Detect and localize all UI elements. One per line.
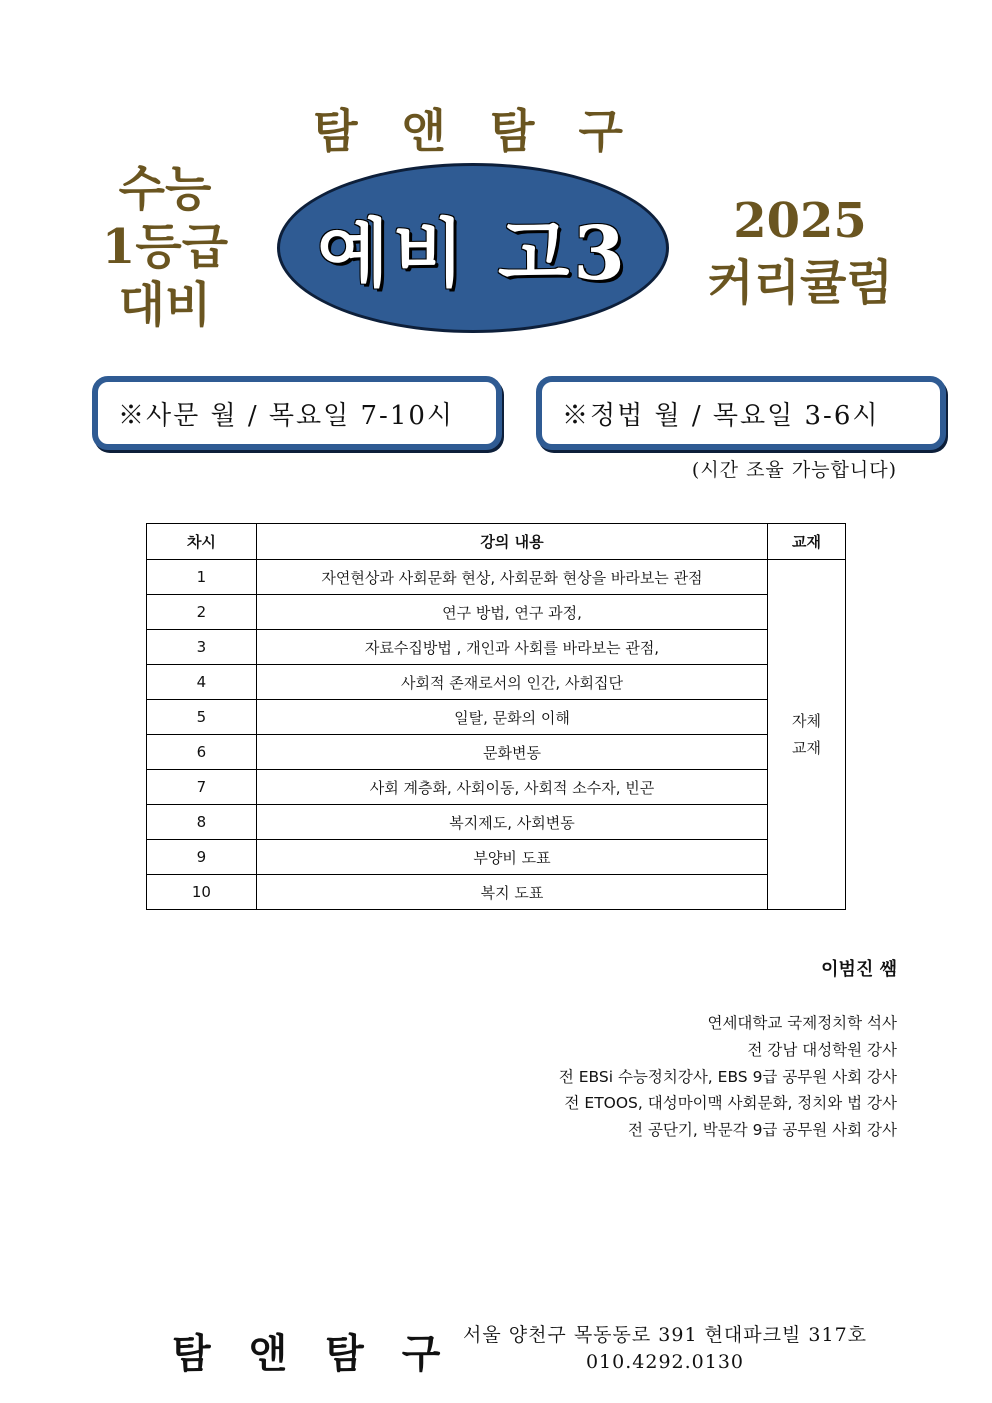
schedule-box-politics-law: [536, 376, 946, 450]
session-number: 5: [147, 700, 257, 735]
session-number: 8: [147, 805, 257, 840]
lecture-content: 자연현상과 사회문화 현상, 사회문화 현상을 바라보는 관점: [256, 560, 767, 595]
title-ellipse: [277, 163, 669, 333]
exam-target-label: [95, 160, 235, 334]
table-row: [147, 875, 846, 910]
footer-contact: [430, 1322, 900, 1376]
session-number: 1: [147, 560, 257, 595]
right-line-2: 커리큘럼: [707, 255, 893, 311]
left-line-2: 1등급: [101, 219, 229, 275]
textbook-line-1: 자체: [792, 711, 822, 730]
lecture-content: 자료수집방법 , 개인과 사회를 바라보는 관점,: [256, 630, 767, 665]
credential-line: 전 ETOOS, 대성마이맥 사회문화, 정치와 법 강사: [564, 1094, 897, 1113]
table-row: [147, 630, 846, 665]
table-row: [147, 735, 846, 770]
session-number: 6: [147, 735, 257, 770]
table-row: [147, 840, 846, 875]
footer-address: 서울 양천구 목동동로 391 현대파크빌 317호: [462, 1324, 868, 1346]
table-row: [147, 560, 846, 595]
lecture-content: 복지제도, 사회변동: [256, 805, 767, 840]
lecture-content: 복지 도표: [256, 875, 767, 910]
session-number: 4: [147, 665, 257, 700]
lecture-content: 부양비 도표: [256, 840, 767, 875]
schedule-text-2: ※정법 월 / 목요일 3-6시: [562, 400, 880, 431]
table-row: [147, 595, 846, 630]
right-line-1: 2025: [733, 193, 867, 249]
session-number: 2: [147, 595, 257, 630]
left-line-3: 대비: [118, 277, 212, 333]
teacher-credentials: [559, 1010, 897, 1144]
session-number: 9: [147, 840, 257, 875]
textbook-line-2: 교재: [792, 738, 822, 757]
header-brand: 탐 앤 탐 구: [313, 104, 637, 158]
footer-phone: 010.4292.0130: [585, 1351, 745, 1373]
left-line-1: 수능: [118, 161, 212, 217]
lecture-content: 사회적 존재로서의 인간, 사회집단: [256, 665, 767, 700]
credential-line: 전 EBSi 수능정치강사, EBS 9급 공무원 사회 강사: [558, 1067, 897, 1086]
table-row: [147, 700, 846, 735]
curriculum-year-label: [690, 190, 910, 314]
session-number: 7: [147, 770, 257, 805]
schedule-text-1: ※사문 월 / 목요일 7-10시: [118, 400, 455, 431]
textbook-cell: [768, 560, 846, 910]
table-header-row: [147, 524, 846, 560]
lecture-content: 문화변동: [256, 735, 767, 770]
session-number: 10: [147, 875, 257, 910]
credential-line: 전 강남 대성학원 강사: [747, 1040, 897, 1059]
footer-brand: 탐 앤 탐 구: [172, 1331, 453, 1377]
lecture-content: 사회 계층화, 사회이동, 사회적 소수자, 빈곤: [256, 770, 767, 805]
header-textbook: 교재: [768, 524, 846, 560]
page-title: 예비 고3: [317, 211, 629, 297]
header-session: 차시: [147, 524, 257, 560]
table-row: [147, 665, 846, 700]
curriculum-table: [146, 523, 846, 910]
credential-line: 전 공단기, 박문각 9급 공무원 사회 강사: [628, 1121, 897, 1140]
lecture-content: 일탈, 문화의 이해: [256, 700, 767, 735]
table-row: [147, 805, 846, 840]
schedule-box-social-culture: [92, 376, 502, 450]
header-content: 강의 내용: [256, 524, 767, 560]
table-row: [147, 770, 846, 805]
session-number: 3: [147, 630, 257, 665]
lecture-content: 연구 방법, 연구 과정,: [256, 595, 767, 630]
teacher-name: 이범진 쌤: [821, 959, 897, 980]
credential-line: 연세대학교 국제정치학 석사: [707, 1014, 897, 1032]
time-adjust-note: (시간 조율 가능합니다): [691, 459, 897, 481]
